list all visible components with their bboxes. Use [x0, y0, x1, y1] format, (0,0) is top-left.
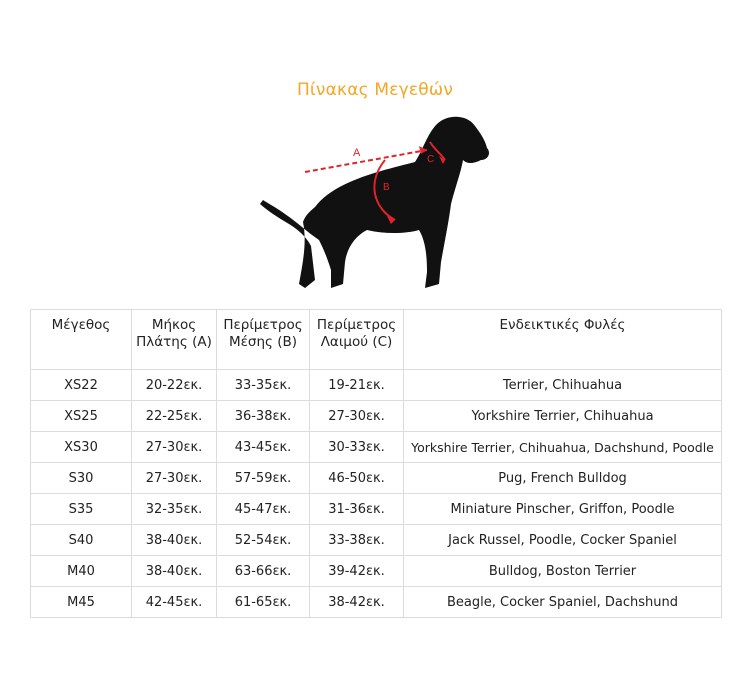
neck-girth-cell: 27-30εκ.: [310, 401, 404, 432]
size-table: [30, 309, 722, 618]
size-cell: XS30: [31, 432, 132, 463]
breeds-cell: Terrier, Chihuahua: [404, 370, 722, 401]
size-cell: XS25: [31, 401, 132, 432]
breeds-cell: Beagle, Cocker Spaniel, Dachshund: [404, 587, 722, 618]
table-row: [31, 370, 722, 401]
neck-girth-cell: 30-33εκ.: [310, 432, 404, 463]
neck-girth-cell: 39-42εκ.: [310, 556, 404, 587]
back-length-cell: 22-25εκ.: [132, 401, 217, 432]
breeds-cell: Miniature Pinscher, Griffon, Poodle: [404, 494, 722, 525]
breeds-cell: Jack Russel, Poodle, Cocker Spaniel: [404, 525, 722, 556]
back-length-cell: 32-35εκ.: [132, 494, 217, 525]
chest-girth-cell: 43-45εκ.: [217, 432, 310, 463]
breeds-cell: Yorkshire Terrier, Chihuahua: [404, 401, 722, 432]
table-row: [31, 463, 722, 494]
neck-girth-cell: 38-42εκ.: [310, 587, 404, 618]
size-cell: S40: [31, 525, 132, 556]
neck-girth-cell: 33-38εκ.: [310, 525, 404, 556]
back-length-cell: 42-45εκ.: [132, 587, 217, 618]
back-length-cell: 27-30εκ.: [132, 432, 217, 463]
table-row: [31, 494, 722, 525]
table-row: [31, 401, 722, 432]
size-chart-title: Πίνακας Μεγεθών: [296, 80, 454, 100]
chest-girth-cell: 63-66εκ.: [217, 556, 310, 587]
label-c: C: [427, 154, 435, 165]
dog-silhouette-icon: [260, 117, 489, 288]
chest-girth-cell: 33-35εκ.: [217, 370, 310, 401]
header-size: Μέγεθος: [31, 310, 132, 370]
table-row: [31, 432, 722, 463]
breeds-cell: Bulldog, Boston Terrier: [404, 556, 722, 587]
chest-girth-cell: 36-38εκ.: [217, 401, 310, 432]
neck-girth-cell: 31-36εκ.: [310, 494, 404, 525]
size-cell: M40: [31, 556, 132, 587]
back-length-cell: 20-22εκ.: [132, 370, 217, 401]
header-neck-girth: Περίμετρος Λαιμού (C): [310, 310, 404, 370]
chest-girth-cell: 45-47εκ.: [217, 494, 310, 525]
table-header-row: [31, 310, 722, 370]
dog-measurement-diagram: [255, 112, 495, 297]
breeds-cell: Pug, French Bulldog: [404, 463, 722, 494]
neck-girth-cell: 46-50εκ.: [310, 463, 404, 494]
chest-girth-cell: 57-59εκ.: [217, 463, 310, 494]
chest-girth-cell: 52-54εκ.: [217, 525, 310, 556]
label-b: B: [383, 182, 390, 193]
header-breeds: Ενδεικτικές Φυλές: [404, 310, 722, 370]
size-cell: S35: [31, 494, 132, 525]
breeds-cell: Yorkshire Terrier, Chihuahua, Dachshund, Poodle: [404, 432, 722, 463]
table-row: [31, 525, 722, 556]
back-length-cell: 38-40εκ.: [132, 556, 217, 587]
size-cell: XS22: [31, 370, 132, 401]
back-length-cell: 38-40εκ.: [132, 525, 217, 556]
neck-girth-cell: 19-21εκ.: [310, 370, 404, 401]
size-cell: M45: [31, 587, 132, 618]
table-row: [31, 556, 722, 587]
back-length-cell: 27-30εκ.: [132, 463, 217, 494]
size-cell: S30: [31, 463, 132, 494]
chest-girth-cell: 61-65εκ.: [217, 587, 310, 618]
header-chest-girth: Περίμετρος Μέσης (B): [217, 310, 310, 370]
table-row: [31, 587, 722, 618]
label-a: A: [353, 147, 361, 159]
header-back-length: Μήκος Πλάτης (A): [132, 310, 217, 370]
